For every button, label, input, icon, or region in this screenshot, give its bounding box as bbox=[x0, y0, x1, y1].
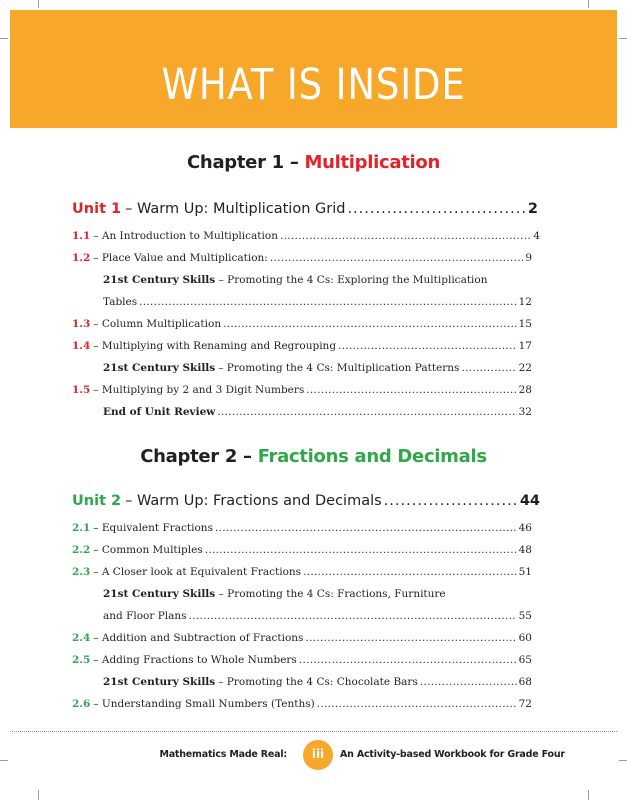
leader-dots bbox=[305, 631, 516, 645]
toc-number: 2.2 bbox=[72, 544, 91, 556]
toc-entry-1-1[interactable] bbox=[72, 229, 540, 243]
toc-entry-1-2[interactable] bbox=[72, 251, 532, 265]
toc-page: 68 bbox=[518, 676, 532, 688]
toc-page: 51 bbox=[518, 566, 532, 578]
toc-page: 4 bbox=[533, 230, 540, 242]
toc-title: – Promoting the 4 Cs: Multiplication Patterns bbox=[218, 362, 460, 374]
leader-dots bbox=[338, 339, 517, 353]
leader-dots bbox=[280, 229, 531, 243]
toc-title: – Multiplying with Renaming and Regrouping bbox=[93, 340, 337, 352]
leader-dots bbox=[306, 383, 516, 397]
toc-number: 2.5 bbox=[72, 654, 91, 666]
toc-page: 28 bbox=[518, 384, 532, 396]
toc-entry-2-1[interactable] bbox=[72, 521, 532, 535]
leader-dots bbox=[189, 609, 517, 623]
toc-page: 15 bbox=[518, 318, 532, 330]
crop-mark bbox=[38, 790, 39, 800]
toc-entry-end-review[interactable] bbox=[103, 405, 532, 419]
toc-title-continued: and Floor Plans bbox=[103, 610, 187, 622]
toc-entry-2-3[interactable] bbox=[72, 565, 532, 579]
toc-bold-label: 21st Century Skills bbox=[103, 676, 216, 688]
footer-book-title: Mathematics Made Real: bbox=[159, 749, 287, 760]
leader-dots bbox=[223, 317, 517, 331]
toc-bold-label: 21st Century Skills bbox=[103, 362, 216, 374]
toc-title: – Column Multiplication bbox=[93, 318, 222, 330]
page-number-badge: iii bbox=[303, 740, 333, 770]
toc-title: – Addition and Subtraction of Fractions bbox=[93, 632, 304, 644]
leader-dots bbox=[205, 543, 517, 557]
crop-mark bbox=[619, 760, 627, 761]
chapter-1-heading bbox=[0, 152, 627, 173]
unit-1-page: 2 bbox=[527, 201, 538, 217]
toc-number: 2.3 bbox=[72, 566, 91, 578]
chapter-1-prefix: Chapter 1 – bbox=[187, 152, 305, 173]
toc-number: 2.4 bbox=[72, 632, 91, 644]
crop-mark bbox=[588, 0, 589, 8]
toc-title: – Adding Fractions to Whole Numbers bbox=[93, 654, 297, 666]
crop-mark bbox=[38, 0, 39, 8]
toc-page: 60 bbox=[518, 632, 532, 644]
toc-bold-label: 21st Century Skills bbox=[103, 274, 216, 286]
toc-page: 55 bbox=[518, 610, 532, 622]
footer-book-subtitle: An Activity-based Workbook for Grade Four bbox=[340, 749, 565, 760]
unit-2-title: – Warm Up: Fractions and Decimals bbox=[125, 493, 382, 509]
toc-entry-2-4[interactable] bbox=[72, 631, 532, 645]
leader-dots bbox=[461, 361, 516, 375]
toc-page: 72 bbox=[518, 698, 532, 710]
crop-mark bbox=[619, 38, 627, 39]
leader-dots bbox=[317, 697, 517, 711]
toc-title: – Understanding Small Numbers (Tenths) bbox=[93, 698, 315, 710]
toc-entry-2-5[interactable] bbox=[72, 653, 532, 667]
toc-bold-label: 21st Century Skills bbox=[103, 588, 216, 600]
toc-number: 2.1 bbox=[72, 522, 91, 534]
crop-mark bbox=[0, 38, 8, 39]
toc-number: 1.1 bbox=[72, 230, 91, 242]
leader-dots bbox=[384, 492, 518, 510]
toc-entry-21st-skills-1[interactable] bbox=[103, 273, 488, 287]
chapter-2-subject: Fractions and Decimals bbox=[257, 446, 487, 467]
toc-title: – Place Value and Multiplication: bbox=[93, 252, 268, 264]
unit-1-title: – Warm Up: Multiplication Grid bbox=[125, 201, 346, 217]
leader-dots bbox=[139, 295, 516, 309]
crop-mark bbox=[588, 790, 589, 800]
toc-entry-1-5[interactable] bbox=[72, 383, 532, 397]
toc-page: 46 bbox=[518, 522, 532, 534]
toc-title: – Equivalent Fractions bbox=[93, 522, 213, 534]
leader-dots bbox=[217, 405, 516, 419]
toc-entry-2-6[interactable] bbox=[72, 697, 532, 711]
toc-title: – A Closer look at Equivalent Fractions bbox=[93, 566, 302, 578]
chapter-1-subject: Multiplication bbox=[304, 152, 440, 173]
toc-entry-21st-skills-3[interactable] bbox=[103, 587, 446, 601]
toc-number: 1.4 bbox=[72, 340, 91, 352]
toc-page: 9 bbox=[525, 252, 532, 264]
crop-mark bbox=[0, 760, 8, 761]
toc-number: 2.6 bbox=[72, 698, 91, 710]
unit-1-entry[interactable] bbox=[72, 200, 538, 218]
toc-title: – Multiplying by 2 and 3 Digit Numbers bbox=[93, 384, 305, 396]
toc-page: 12 bbox=[518, 296, 532, 308]
toc-entry-21st-skills-1-cont[interactable] bbox=[103, 295, 532, 309]
toc-entry-1-3[interactable] bbox=[72, 317, 532, 331]
page-title: WHAT IS INSIDE bbox=[161, 60, 466, 110]
toc-bold-label: End of Unit Review bbox=[103, 406, 216, 418]
chapter-2-prefix: Chapter 2 – bbox=[140, 446, 258, 467]
toc-page: 65 bbox=[518, 654, 532, 666]
toc-title: – An Introduction to Multiplication bbox=[93, 230, 278, 242]
toc-entry-2-2[interactable] bbox=[72, 543, 532, 557]
unit-2-page: 44 bbox=[519, 493, 540, 509]
toc-entry-21st-skills-2[interactable] bbox=[103, 361, 532, 375]
unit-2-number: Unit 2 bbox=[72, 493, 122, 509]
toc-title: – Promoting the 4 Cs: Fractions, Furniture bbox=[215, 588, 446, 600]
leader-dots bbox=[347, 200, 525, 218]
toc-page: 32 bbox=[518, 406, 532, 418]
leader-dots bbox=[303, 565, 517, 579]
toc-page: 48 bbox=[518, 544, 532, 556]
footer-divider bbox=[10, 731, 617, 732]
leader-dots bbox=[215, 521, 517, 535]
toc-number: 1.5 bbox=[72, 384, 91, 396]
toc-entry-21st-skills-3-cont[interactable] bbox=[103, 609, 532, 623]
toc-title: – Promoting the 4 Cs: Chocolate Bars bbox=[218, 676, 418, 688]
leader-dots bbox=[270, 251, 523, 265]
unit-1-number: Unit 1 bbox=[72, 201, 122, 217]
unit-2-entry[interactable] bbox=[72, 492, 540, 510]
chapter-2-heading bbox=[0, 446, 627, 467]
leader-dots bbox=[299, 653, 517, 667]
toc-title: – Promoting the 4 Cs: Exploring the Multiplication bbox=[215, 274, 488, 286]
toc-title-continued: Tables bbox=[103, 296, 138, 308]
toc-number: 1.2 bbox=[72, 252, 91, 264]
leader-dots bbox=[420, 675, 517, 689]
toc-page: 22 bbox=[518, 362, 532, 374]
toc-entry-21st-skills-4[interactable] bbox=[103, 675, 532, 689]
toc-title: – Common Multiples bbox=[93, 544, 203, 556]
toc-entry-1-4[interactable] bbox=[72, 339, 532, 353]
toc-page: 17 bbox=[518, 340, 532, 352]
toc-number: 1.3 bbox=[72, 318, 91, 330]
